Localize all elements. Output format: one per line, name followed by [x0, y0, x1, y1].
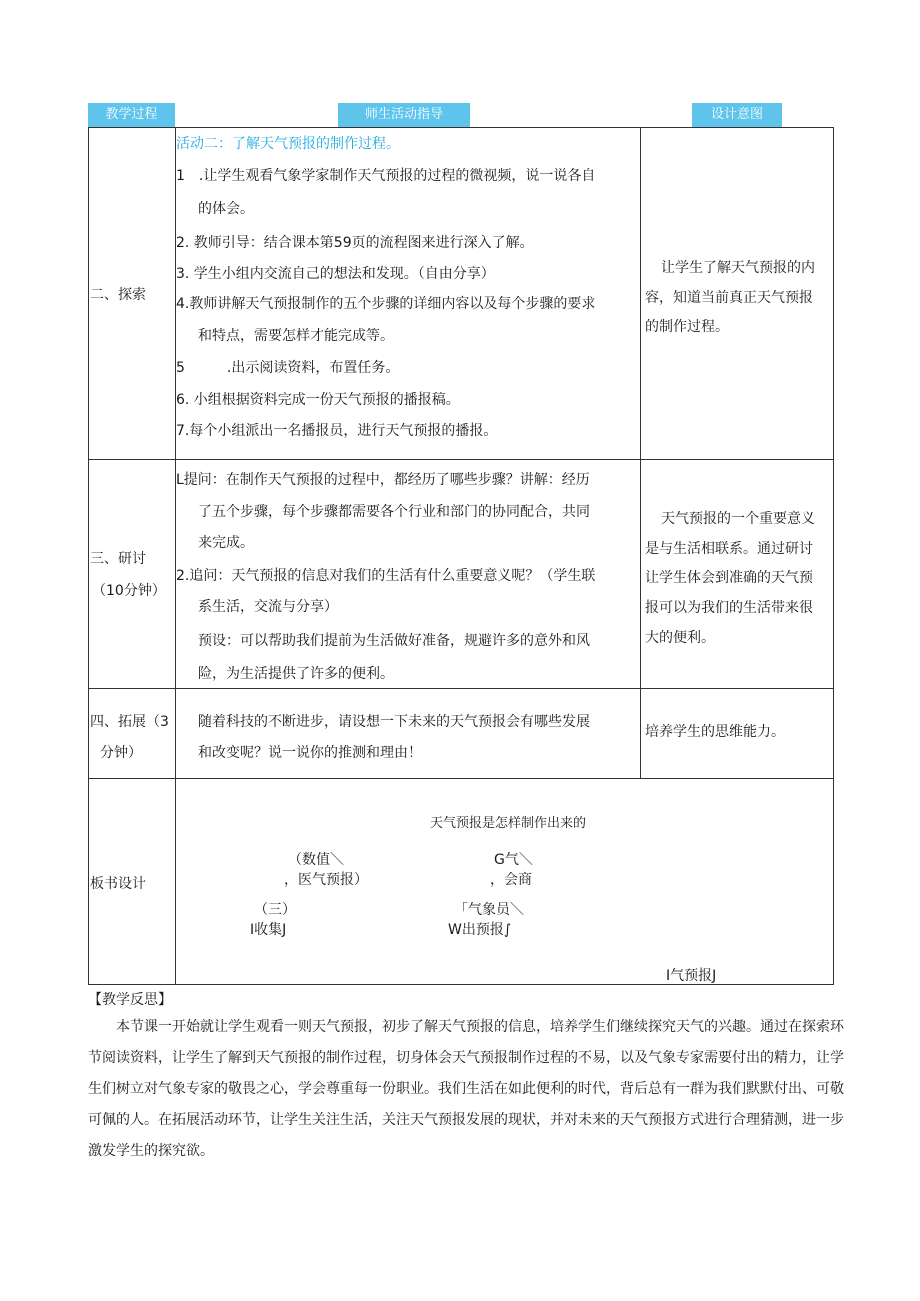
reflection-paragraph: 本节课一开始就让学生观看一则天气预报，初步了解天气预报的信息，培养学生们继续探究天气的兴趣。通过在探索环节阅读资料，让学生了解到天气预报的制作过程，切身体会天气预报制作过程的不易，以及气象专家需要付出的精力，让学生们树立对气象专家的敬畏之心，学会尊重每一份职业。我们生活在如此便利的时代，背后总有一群为我们默默付出、可敬可佩的人。在拓展活动环节，让学生关注生活，关注天气预报发展的现状，并对未来的天气预报方式进行合理猜测，进一步激发学生的探究欲。 — [88, 1019, 844, 1159]
discuss-line: 来完成。 — [198, 535, 254, 551]
board-item: 「气象员＼ — [454, 902, 524, 918]
explore-intent-line: 让学生了解天气预报的内 — [661, 260, 815, 276]
column-divider-2 — [640, 127, 641, 779]
explore-line: 4.教师讲解天气预报制作的五个步骤的详细内容以及每个步骤的要求 — [176, 296, 596, 312]
row-divider-discuss — [88, 688, 834, 689]
header-activity-guide: 师生活动指导 — [338, 103, 470, 127]
discuss-line: 2.追问：天气预报的信息对我们的生活有什么重要意义呢？（学生联 — [176, 568, 596, 584]
stage-label-explore: 二、探索 — [90, 287, 146, 303]
board-item: G气＼ — [494, 852, 533, 868]
board-item: ，医气预报） — [284, 872, 368, 888]
explore-line: 6. 小组根据资料完成一份天气预报的播报稿。 — [176, 392, 460, 408]
board-item: ，会商 — [490, 872, 532, 888]
discuss-line: 了五个步骤，每个步骤都需要各个行业和部门的协同配合，共同 — [198, 504, 590, 520]
stage-label-board: 板书设计 — [90, 876, 146, 892]
discuss-line: 险，为生活提供了许多的便利。 — [198, 666, 394, 682]
discuss-line: 预设：可以帮助我们提前为生活做好准备，规避许多的意外和风 — [198, 633, 590, 649]
explore-line: 2. 教师引导：结合课本第59页的流程图来进行深入了解。 — [176, 235, 534, 251]
stage-label-discuss-duration: （10分钟） — [92, 583, 166, 599]
explore-line: 的体会。 — [198, 201, 254, 217]
explore-line: 3. 学生小组内交流自己的想法和发现。（自由分享） — [176, 266, 495, 282]
discuss-intent-line: 是与生活相联系。通过研讨 — [645, 541, 813, 557]
explore-line: 和特点，需要怎样才能完成等。 — [198, 328, 394, 344]
stage-label-discuss: 三、研讨 — [90, 551, 146, 567]
row-divider-explore — [88, 459, 834, 460]
explore-intent-line: 的制作过程。 — [645, 319, 729, 335]
header-design-intent: 设计意图 — [692, 103, 782, 127]
board-item: W出预报∫ — [448, 922, 512, 938]
explore-line: 7.每个小组派出一名播报员，进行天气预报的播报。 — [176, 423, 498, 439]
table-border-right — [833, 127, 834, 985]
extend-line: 和改变呢？说一说你的推测和理由！ — [198, 745, 422, 761]
extend-line: 随着科技的不断进步，请设想一下未来的天气预报会有哪些发展 — [198, 714, 590, 730]
explore-intent-line: 容，知道当前真正天气预报 — [645, 290, 813, 306]
row-divider-extend — [88, 778, 834, 779]
reflection-body — [88, 1012, 844, 1167]
board-item: I气预报J — [666, 968, 717, 984]
board-item: （数值＼ — [288, 852, 344, 868]
board-item: （三） — [254, 902, 296, 918]
activity-title: 活动二：了解天气预报的制作过程。 — [176, 136, 400, 152]
extend-intent: 培养学生的思维能力。 — [645, 724, 785, 740]
table-border-top — [88, 127, 834, 128]
board-title: 天气预报是怎样制作出来的 — [430, 816, 587, 831]
table-border-bottom — [88, 984, 834, 985]
discuss-intent-line: 让学生体会到准确的天气预 — [645, 570, 813, 586]
reflection-title: 【教学反思】 — [88, 992, 172, 1008]
table-border-left — [88, 127, 89, 985]
discuss-intent-line: 大的便利。 — [645, 630, 715, 646]
stage-label-extend: 四、拓展（3 — [90, 714, 169, 730]
stage-label-extend-duration: 分钟） — [100, 745, 142, 761]
column-divider-1 — [175, 127, 176, 985]
discuss-intent-line: 天气预报的一个重要意义 — [661, 511, 815, 527]
discuss-intent-line: 报可以为我们的生活带来很 — [645, 600, 813, 616]
discuss-line: L提问：在制作天气预报的过程中，都经历了哪些步骤？讲解：经历 — [176, 472, 590, 488]
discuss-line: 系生活，交流与分享） — [198, 599, 338, 615]
explore-line: 5 .出示阅读资料，布置任务。 — [176, 360, 400, 376]
explore-line: 1 .让学生观看气象学家制作天气预报的过程的微视频，说一说各自 — [176, 168, 596, 184]
header-teaching-process: 教学过程 — [88, 103, 175, 127]
board-item: I收集J — [250, 922, 287, 938]
